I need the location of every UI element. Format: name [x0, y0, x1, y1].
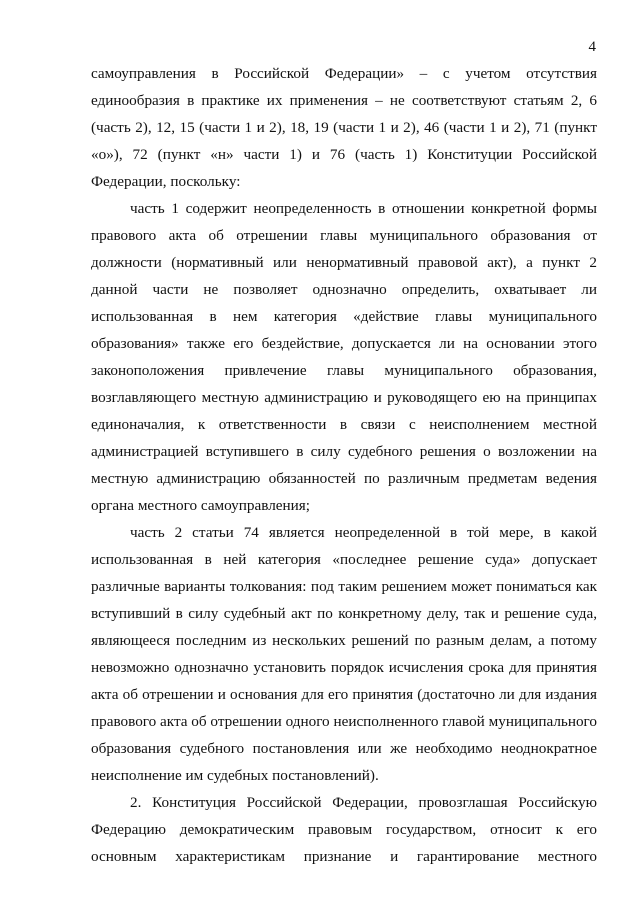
paragraph-section-2: 2. Конституция Российской Федерации, провозглашая Российскую Федерацию демократическим правовым государством, относит к его основным характеристикам признание и гарантирование местного [91, 794, 597, 865]
page-number: 4 [588, 39, 596, 55]
paragraph-part-1: часть 1 содержит неопределенность в отношении конкретной формы правового акта об отрешении главы муниципального образования от должности (нормативный или ненормативный правовой акт), а пункт 2 данной части не позволяет однозначно определить, охватывает ли использованная в нем категория «действие главы муниципального образования» также его бездействие, допускается ли на основании этого законоположения привлечение главы муниципального образования, возглавляющего местную администрацию и руководящего ею на принципах единоначалия, к ответственности в связи с неисполнением местной администрацией вступившего в силу судебного решения о возложении на местную администрацию обязанностей по различным предметам ведения органа местного самоуправления; [91, 200, 597, 514]
paragraph-part-2: часть 2 статьи 74 является неопределенной в той мере, в какой использованная в ней категория «последнее решение суда» допускает различные варианты толкования: под таким решением может пониматься как вступивший в силу судебный акт по конкретному делу, так и решение суда, являющееся последним из нескольких решений по разным делам, а потому невозможно однозначно установить порядок исчисления срока для принятия акта об отрешении и основания для его принятия (достаточно ли для издания правового акта об отрешении одного неисполненного главой муниципального образования судебного постановления или же необходимо неоднократное неисполнение им судебных постановлений). [91, 524, 597, 784]
paragraph-continuation: самоуправления в Российской Федерации» – с учетом отсутствия единообразия в практике их применения – не соответствуют статьям 2, 6 (часть 2), 12, 15 (части 1 и 2), 18, 19 (части 1 и 2), 46 (части 1 и 2), 71 (пункт «о»), 72 (пункт «н» части 1) и 76 (часть 1) Конституции Российской Федерации, поскольку: [91, 65, 597, 190]
document-body [91, 60, 597, 870]
